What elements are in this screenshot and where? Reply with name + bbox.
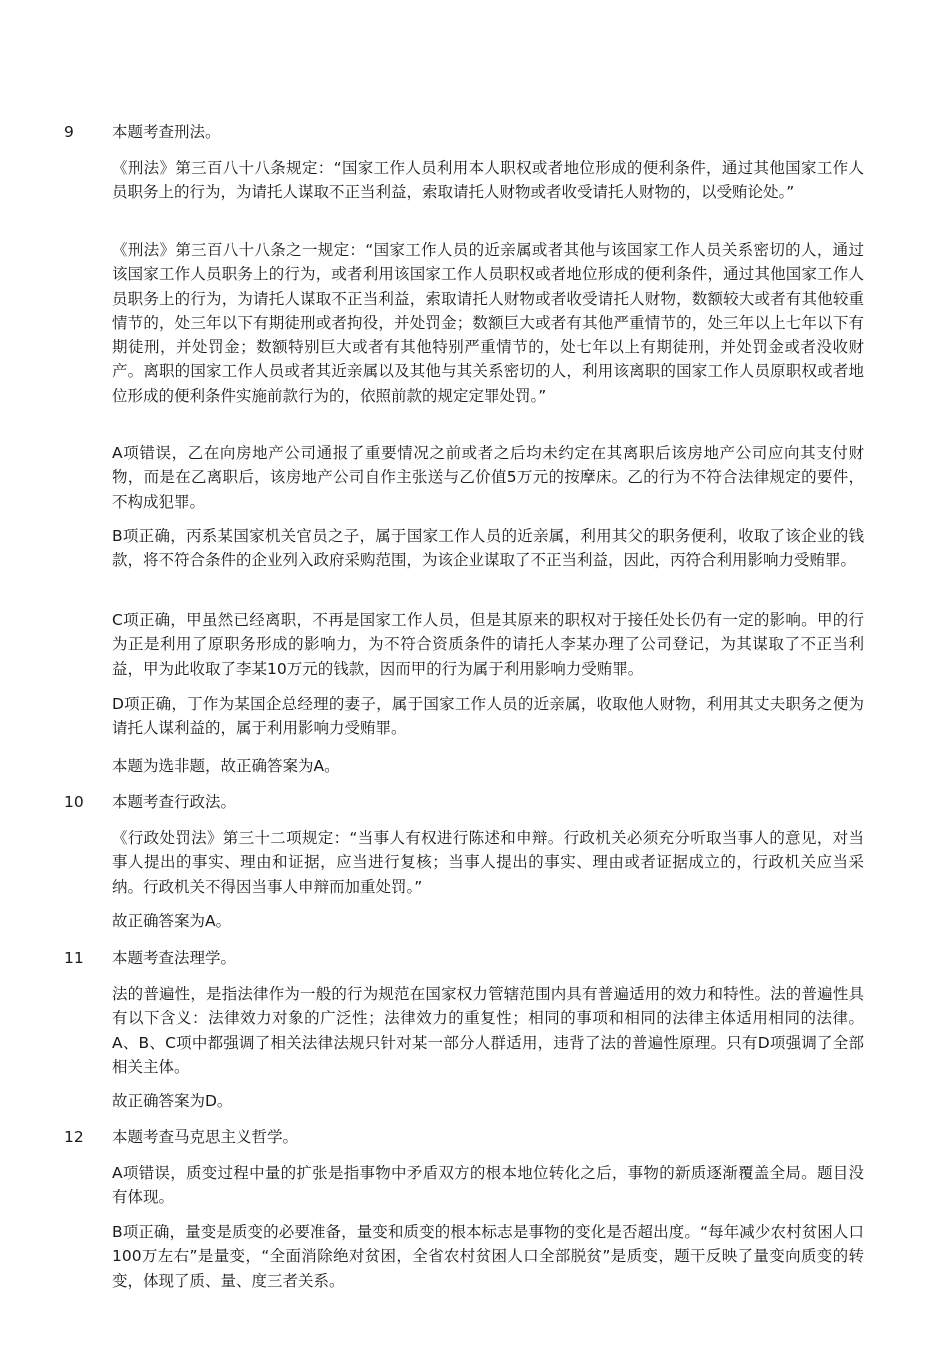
question-number: 9: [64, 123, 74, 141]
paragraph: C项正确，甲虽然已经离职，不再是国家工作人员，但是其原来的职权对于接任处长仍有一定的影响。甲的行为正是利用了原职务形成的影响力，为不符合资质条件的请托人李某办理了公司登记，为其谋取了不正当利益，甲为此收取了李某10万元的钱款，因而甲的行为属于利用影响力受贿罪。: [112, 611, 864, 678]
paragraph: 《行政处罚法》第三十二项规定：“当事人有权进行陈述和申辩。行政机关必须充分听取当事人的意见，对当事人提出的事实、理由和证据，应当进行复核；当事人提出的事实、理由或者证据成立的，行政机关应当采纳。行政机关不得因当事人申辩而加重处罚。”: [112, 829, 864, 896]
paragraph: 故正确答案为A。: [112, 912, 232, 930]
question-heading: 本题考查刑法。: [112, 123, 221, 141]
question-heading: 本题考查马克思主义哲学。: [112, 1128, 299, 1146]
paragraph: 本题为选非题，故正确答案为A。: [112, 757, 340, 775]
question-heading: 本题考查法理学。: [112, 949, 237, 967]
paragraph: 《刑法》第三百八十八条之一规定：“国家工作人员的近亲属或者其他与该国家工作人员关系密切的人，通过该国家工作人员职务上的行为，或者利用该国家工作人员职权或者地位形成的便利条件，通过其他国家工作人员职务上的行为，为请托人谋取不正当利益，索取请托人财物或者收受请托人财物，数额较大或者有其他较重情节的，处三年以下有期徒刑或者拘役，并处罚金；数额巨大或者有其他严重情节的，处三年以上七年以下有期徒刑，并处罚金；数额特别巨大或者有其他特别严重情节的，处七年以上有期徒刑，并处罚金或者没收财产。离职的国家工作人员或者其近亲属以及其他与其关系密切的人，利用该离职的国家工作人员原职权或者地位形成的便利条件实施前款行为的，依照前款的规定定罪处罚。”: [112, 241, 864, 405]
question-number: 12: [64, 1128, 84, 1146]
paragraph: D项正确，丁作为某国企总经理的妻子，属于国家工作人员的近亲属，收取他人财物，利用其丈夫职务之便为请托人谋利益的，属于利用影响力受贿罪。: [112, 695, 864, 738]
paragraph: B项正确，丙系某国家机关官员之子，属于国家工作人员的近亲属，利用其父的职务便利，收取了该企业的钱款，将不符合条件的企业列入政府采购范围，为该企业谋取了不正当利益，因此，丙符合利用影响力受贿罪。: [112, 527, 864, 570]
paragraph: 《刑法》第三百八十八条规定：“国家工作人员利用本人职权或者地位形成的便利条件，通过其他国家工作人员职务上的行为，为请托人谋取不正当利益，索取请托人财物或者收受请托人财物的，以受贿论处。”: [112, 159, 864, 202]
paragraph: A项错误，乙在向房地产公司通报了重要情况之前或者之后均未约定在其离职后该房地产公司应向其支付财物，而是在乙离职后，该房地产公司自作主张送与乙价值5万元的按摩床。乙的行为不符合法律规定的要件，不构成犯罪。: [112, 444, 864, 511]
question-number: 11: [64, 949, 84, 967]
paragraph: A项错误，质变过程中量的扩张是指事物中矛盾双方的根本地位转化之后，事物的新质逐渐覆盖全局。题目没有体现。: [112, 1164, 864, 1207]
paragraph: 故正确答案为D。: [112, 1092, 233, 1110]
question-heading: 本题考查行政法。: [112, 793, 237, 811]
question-number: 10: [64, 793, 84, 811]
paragraph: B项正确，量变是质变的必要准备，量变和质变的根本标志是事物的变化是否超出度。“每年减少农村贫困人口100万左右”是量变，“全面消除绝对贫困，全省农村贫困人口全部脱贫”是质变，题干反映了量变向质变的转变，体现了质、量、度三者关系。: [112, 1223, 864, 1290]
paragraph: 法的普遍性，是指法律作为一般的行为规范在国家权力管辖范围内具有普遍适用的效力和特性。法的普遍性具有以下含义：法律效力对象的广泛性；法律效力的重复性；相同的事项和相同的法律主体适用相同的法律。A、B、C项中都强调了相关法律法规只针对某一部分人群适用，违背了法的普遍性原理。只有D项强调了全部相关主体。: [112, 985, 864, 1076]
